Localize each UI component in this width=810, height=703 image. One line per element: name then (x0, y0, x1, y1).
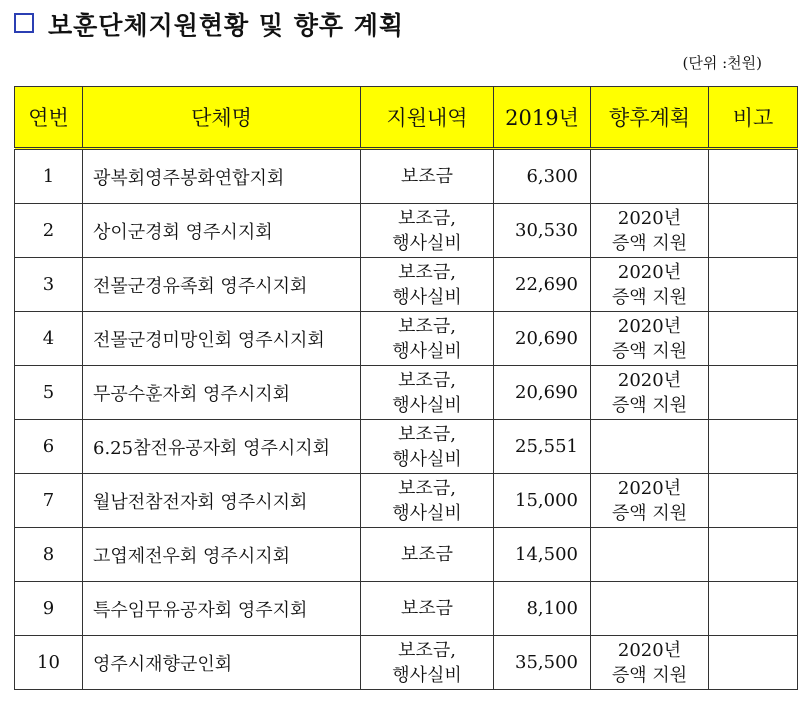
unit-note: (단위 :천원) (682, 54, 762, 72)
support-type (361, 312, 494, 366)
future-plan-line: 증액 지원 (611, 664, 688, 686)
remarks (709, 636, 798, 690)
row-number: 5 (15, 366, 83, 420)
support-table (14, 86, 798, 690)
header-plan: 향후계획 (591, 87, 709, 149)
organization-name: 월남전참전자회 영주시지회 (83, 474, 361, 528)
support-type-line: 행사실비 (392, 232, 462, 254)
header-amount: 2019년 (494, 87, 591, 149)
support-type-line: 행사실비 (392, 448, 462, 470)
remarks (709, 312, 798, 366)
future-plan (591, 582, 709, 636)
future-plan-line: 2020년 (617, 477, 682, 499)
future-plan-line: 증액 지원 (611, 394, 688, 416)
future-plan-line: 2020년 (617, 261, 682, 283)
title-row (14, 8, 404, 40)
support-type-line: 행사실비 (392, 664, 462, 686)
remarks (709, 366, 798, 420)
amount-2019: 22,690 (494, 258, 591, 312)
support-type-line: 행사실비 (392, 340, 462, 362)
remarks (709, 149, 798, 204)
organization-name: 전몰군경미망인회 영주시지회 (83, 312, 361, 366)
remarks (709, 528, 798, 582)
future-plan-line: 2020년 (617, 207, 682, 229)
future-plan-line: 2020년 (617, 315, 682, 337)
future-plan (591, 312, 709, 366)
future-plan (591, 420, 709, 474)
support-type (361, 420, 494, 474)
header-name: 단체명 (83, 87, 361, 149)
support-type-line: 행사실비 (392, 502, 462, 524)
support-type-line: 보조금, (398, 477, 456, 499)
table-row (15, 420, 798, 474)
table-row (15, 366, 798, 420)
amount-2019: 8,100 (494, 582, 591, 636)
support-type-line: 보조금, (398, 315, 456, 337)
future-plan (591, 474, 709, 528)
table-row (15, 149, 798, 204)
remarks (709, 258, 798, 312)
support-type-line: 행사실비 (392, 286, 462, 308)
row-number: 6 (15, 420, 83, 474)
table-row (15, 204, 798, 258)
amount-2019: 35,500 (494, 636, 591, 690)
future-plan-line: 증액 지원 (611, 340, 688, 362)
organization-name: 광복회영주봉화연합지회 (83, 149, 361, 204)
row-number: 3 (15, 258, 83, 312)
future-plan (591, 528, 709, 582)
row-number: 4 (15, 312, 83, 366)
future-plan (591, 149, 709, 204)
amount-2019: 20,690 (494, 366, 591, 420)
amount-2019: 15,000 (494, 474, 591, 528)
future-plan-line: 증액 지원 (611, 502, 688, 524)
organization-name: 6.25참전유공자회 영주시지회 (83, 420, 361, 474)
organization-name: 특수임무유공자회 영주지회 (83, 582, 361, 636)
support-type-line: 보조금, (398, 261, 456, 283)
header-support: 지원내역 (361, 87, 494, 149)
row-number: 7 (15, 474, 83, 528)
future-plan-line: 증액 지원 (611, 232, 688, 254)
organization-name: 고엽제전우회 영주시지회 (83, 528, 361, 582)
organization-name: 전몰군경유족회 영주시지회 (83, 258, 361, 312)
support-type (361, 474, 494, 528)
support-type (361, 366, 494, 420)
support-type (361, 636, 494, 690)
support-type-line: 보조금 (400, 544, 454, 565)
row-number: 2 (15, 204, 83, 258)
header-row (15, 87, 798, 149)
amount-2019: 6,300 (494, 149, 591, 204)
table-row (15, 258, 798, 312)
support-type (361, 204, 494, 258)
support-type-line: 보조금, (398, 423, 456, 445)
organization-name: 무공수훈자회 영주시지회 (83, 366, 361, 420)
table-row (15, 582, 798, 636)
amount-2019: 30,530 (494, 204, 591, 258)
checkbox-icon (14, 13, 36, 35)
amount-2019: 14,500 (494, 528, 591, 582)
support-type-line: 보조금, (398, 369, 456, 391)
remarks (709, 420, 798, 474)
future-plan (591, 366, 709, 420)
support-type-line: 보조금 (400, 166, 454, 187)
future-plan (591, 204, 709, 258)
future-plan-line: 증액 지원 (611, 286, 688, 308)
amount-2019: 25,551 (494, 420, 591, 474)
amount-2019: 20,690 (494, 312, 591, 366)
support-type (361, 528, 494, 582)
support-type-line: 보조금, (398, 639, 456, 661)
table-row (15, 474, 798, 528)
row-number: 9 (15, 582, 83, 636)
future-plan (591, 258, 709, 312)
table-row (15, 636, 798, 690)
support-type (361, 149, 494, 204)
organization-name: 영주시재향군인회 (83, 636, 361, 690)
support-type (361, 582, 494, 636)
support-type (361, 258, 494, 312)
row-number: 1 (15, 149, 83, 204)
remarks (709, 582, 798, 636)
remarks (709, 474, 798, 528)
future-plan-line: 2020년 (617, 369, 682, 391)
remarks (709, 204, 798, 258)
organization-name: 상이군경회 영주시지회 (83, 204, 361, 258)
future-plan (591, 636, 709, 690)
support-type-line: 행사실비 (392, 394, 462, 416)
row-number: 10 (15, 636, 83, 690)
header-note: 비고 (709, 87, 798, 149)
header-no: 연번 (15, 87, 83, 149)
future-plan-line: 2020년 (617, 639, 682, 661)
support-type-line: 보조금, (398, 207, 456, 229)
page-title: 보훈단체지원현황 및 향후 계획 (48, 11, 405, 40)
table-row (15, 528, 798, 582)
row-number: 8 (15, 528, 83, 582)
support-type-line: 보조금 (400, 598, 454, 619)
table-row (15, 312, 798, 366)
